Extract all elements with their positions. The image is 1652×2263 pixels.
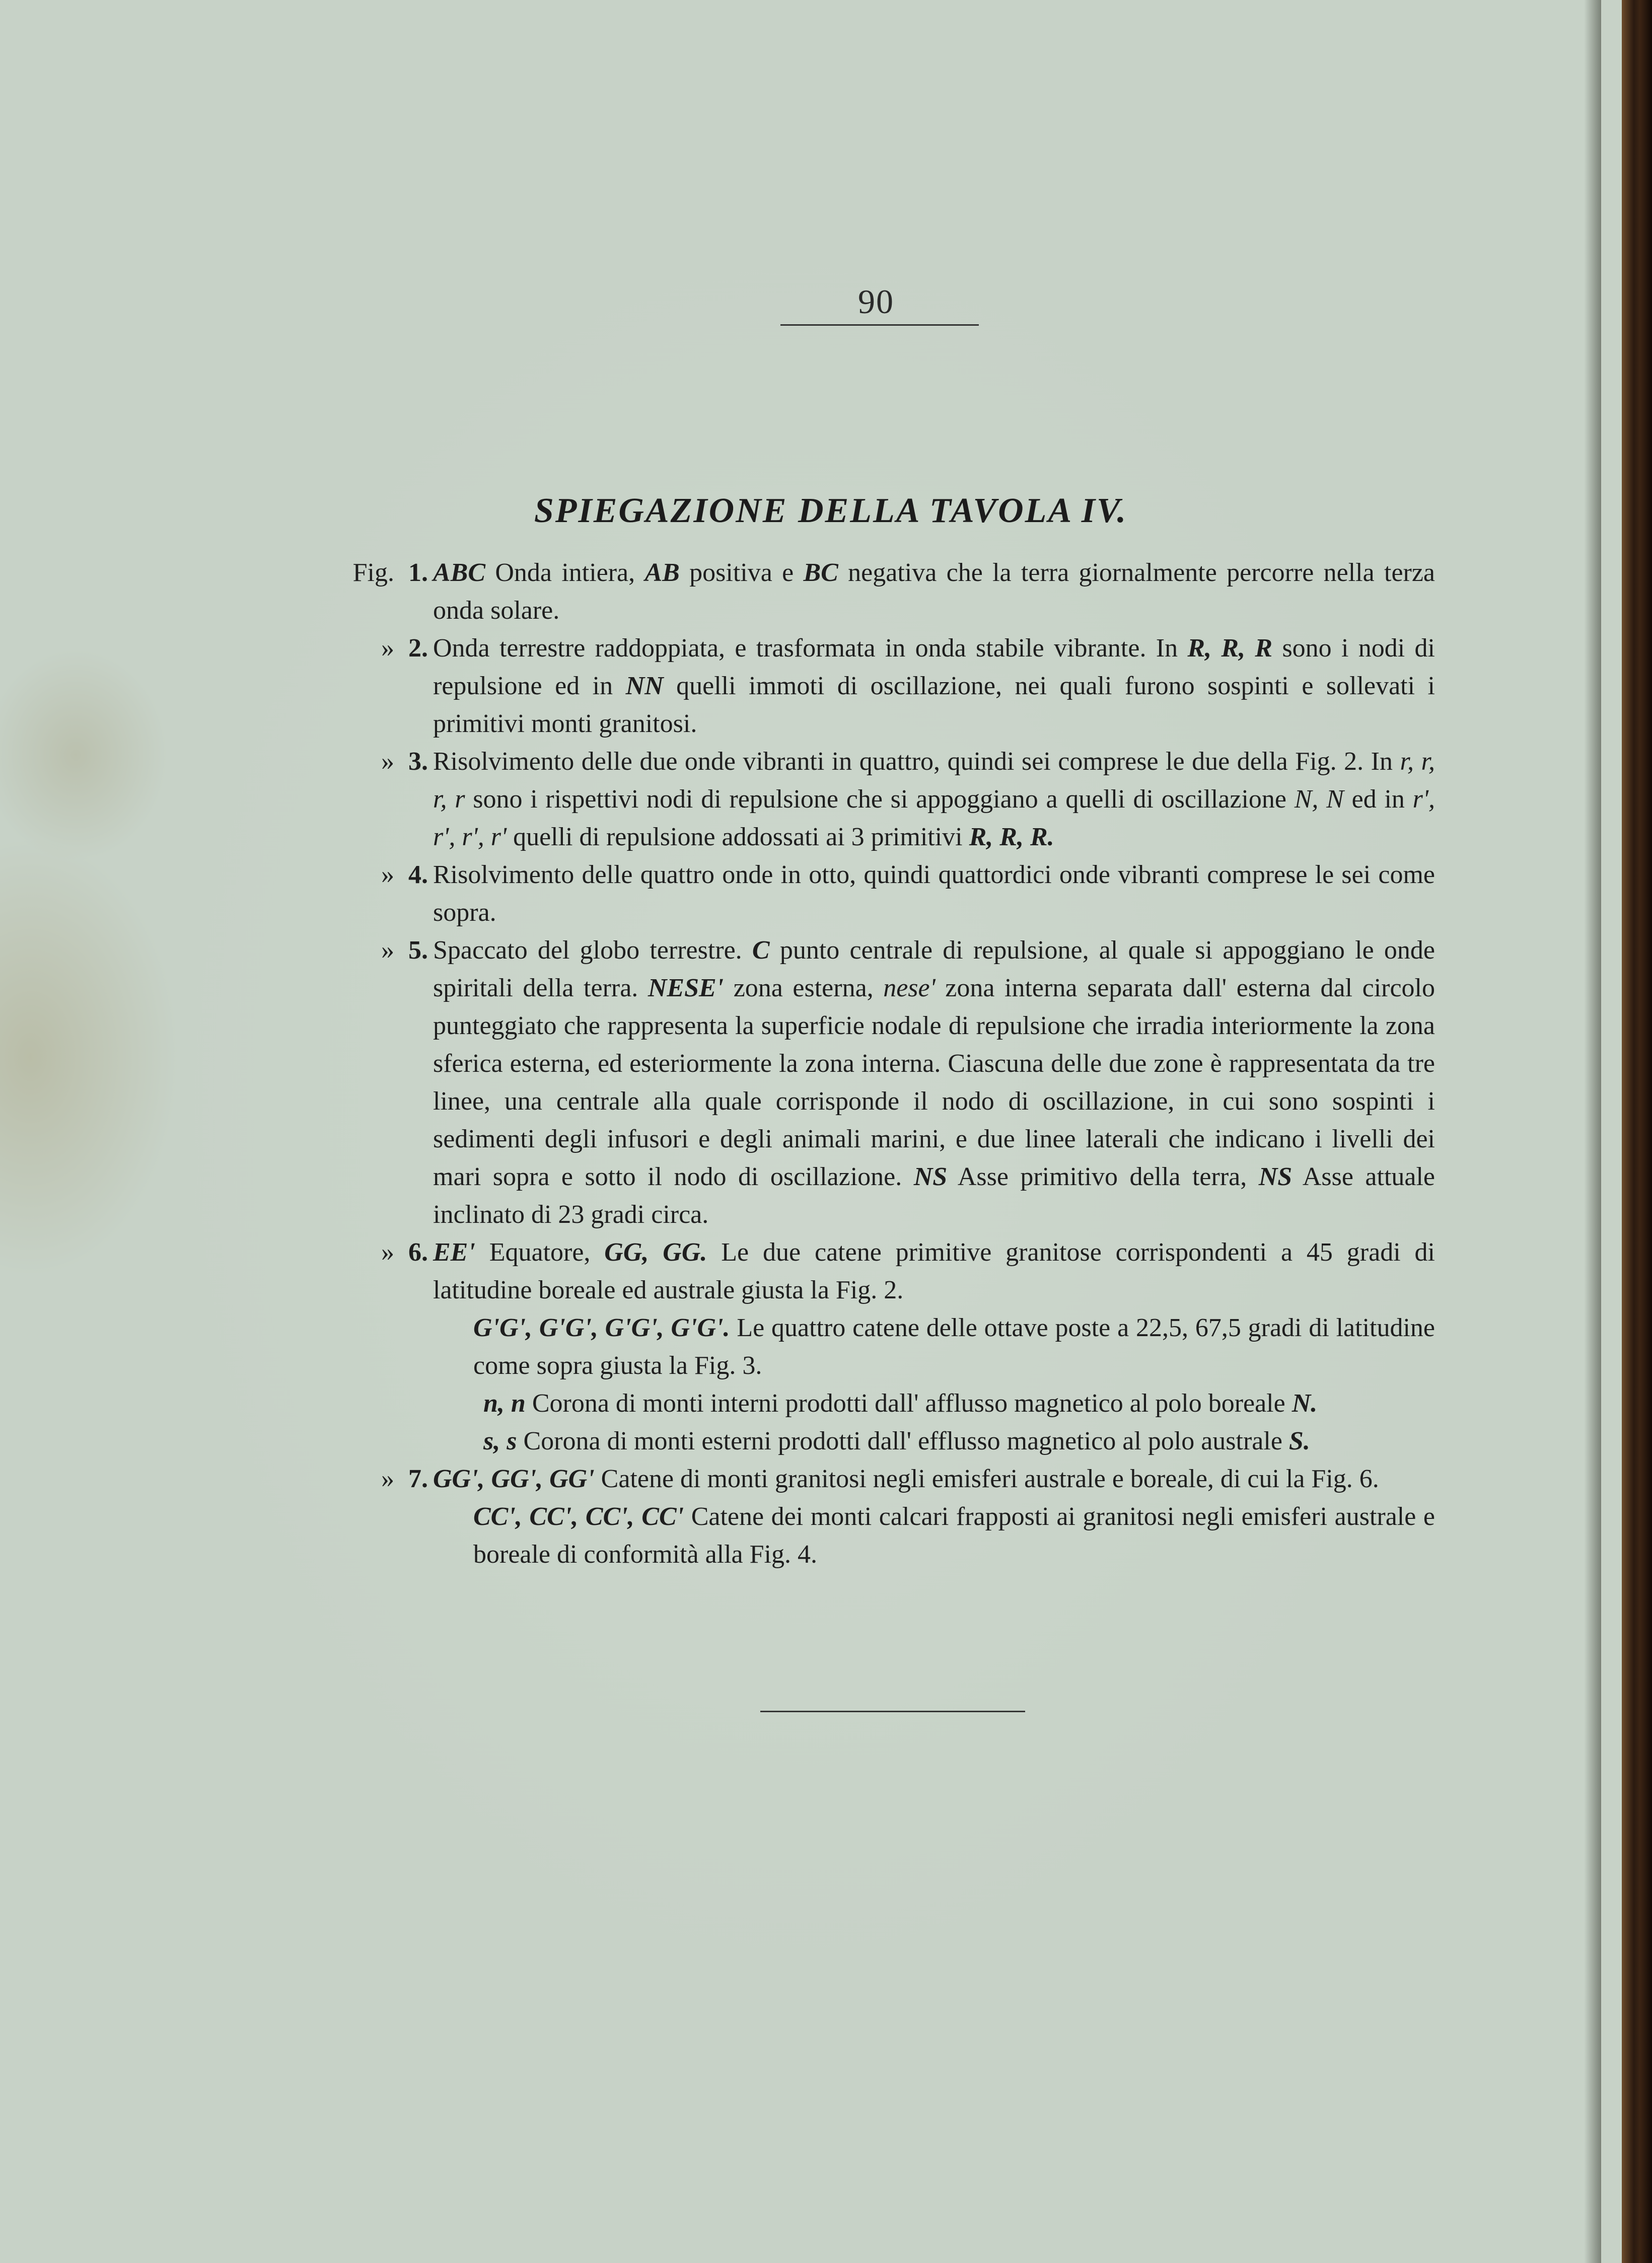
- entry-text: [433, 931, 1435, 1233]
- text-run: r', r', r', r': [433, 785, 1435, 851]
- text-run: NESE': [648, 974, 724, 1002]
- entry-text: [433, 1233, 1435, 1309]
- entry-text: [433, 554, 1435, 629]
- text-run: NN: [625, 672, 664, 700]
- text-run: negativa che la terra giornalmente percorre nella terza onda solare.: [433, 558, 1435, 625]
- text-run: quelli di repulsione addossati ai 3 primitivi: [507, 823, 969, 851]
- text-run: ed in: [1343, 785, 1413, 814]
- text-run: s, s: [483, 1427, 517, 1455]
- text-run: CC', CC', CC', CC': [473, 1502, 684, 1531]
- figure-number: 1.: [408, 558, 428, 587]
- text-run: AB: [644, 558, 680, 587]
- text-run: S.: [1288, 1427, 1310, 1455]
- text-run: ABC: [433, 558, 486, 587]
- text-run: Corona di monti interni prodotti dall' afflusso magnetico al polo boreale: [525, 1389, 1292, 1418]
- figure-entry: [332, 554, 1435, 629]
- entry-subparagraph: [332, 1384, 1435, 1422]
- text-run: N.: [1291, 1389, 1318, 1418]
- ditto-mark: »: [381, 860, 394, 889]
- text-run: r, r, r, r: [433, 747, 1435, 814]
- text-run: GG', GG', GG': [433, 1465, 595, 1493]
- text-run: Asse primitivo della terra,: [947, 1162, 1259, 1191]
- text-run: Asse attuale inclinato di 23 gradi circa.: [433, 1162, 1435, 1229]
- text-run: R, R, R.: [969, 823, 1054, 851]
- text-run: Le quattro catene delle ottave poste a 22,5, 67,5 gradi di latitudine come sopra giusta la Fig. 3.: [473, 1313, 1435, 1380]
- figure-number: 7.: [408, 1465, 428, 1493]
- text-run: n, n: [483, 1389, 526, 1418]
- text-run: C: [752, 936, 770, 965]
- figure-entry: [332, 856, 1435, 931]
- text-run: Risolvimento delle due onde vibranti in quattro, quindi sei comprese le due della Fig. 2. In: [433, 747, 1400, 776]
- text-run: nese': [883, 974, 936, 1002]
- entry-marker: [332, 931, 428, 969]
- entry-text: [433, 629, 1435, 743]
- header-rule: [780, 324, 979, 326]
- entry-marker: [332, 856, 428, 894]
- text-run: NS: [1258, 1162, 1292, 1191]
- figure-number: 4.: [408, 860, 428, 889]
- entry-marker: [332, 629, 428, 667]
- ditto-mark: »: [381, 936, 394, 965]
- page-title: SPIEGAZIONE DELLA TAVOLA IV.: [534, 491, 1128, 530]
- fig-label: Fig.: [352, 558, 394, 587]
- entry-marker: [332, 554, 428, 592]
- figure-entry: [332, 1460, 1435, 1498]
- text-run: NS: [913, 1162, 948, 1191]
- entry-text: [433, 856, 1435, 931]
- figure-entry: [332, 1233, 1435, 1309]
- figure-number: 3.: [408, 747, 428, 776]
- text-run: zona interna separata dall' esterna dal circolo punteggiato che rappresenta la superficie nodale di repulsione che irradia interiormente la zona sferica esterna, ed esteriormente la zona interna. Ciascuna delle due zone è rappresentata da tre linee, una centrale alla quale corrisponde il nodo di oscillazione, in cui sono sospinti i sedimenti degli infusori e degli animali marini, e due linee laterali che indicano i livelli dei mari sopra e sotto il nodo di oscillazione.: [433, 974, 1435, 1191]
- figure-number: 2.: [408, 634, 428, 663]
- text-run: GG, GG.: [604, 1238, 707, 1267]
- text-run: Corona di monti esterni prodotti dall' efflusso magnetico al polo australe: [517, 1427, 1289, 1455]
- entry-text: [433, 1460, 1435, 1498]
- figure-entry: [332, 629, 1435, 743]
- text-run: Le due catene primitive granitose corrispondenti a 45 gradi di latitudine boreale ed australe giusta la Fig. 2.: [433, 1238, 1435, 1304]
- text-run: G'G', G'G', G'G', G'G'.: [473, 1313, 730, 1342]
- text-run: Onda terrestre raddoppiata, e trasformata in onda stabile vibrante. In: [433, 634, 1188, 663]
- text-run: positiva e: [679, 558, 804, 587]
- book-spine: [1622, 0, 1652, 2263]
- entry-subparagraph: [332, 1422, 1435, 1460]
- text-run: sono i rispettivi nodi di repulsione che si appoggiano a quelli di oscillazione: [465, 785, 1295, 814]
- page-edge-shadow: [1584, 0, 1601, 2263]
- ditto-mark: »: [381, 1465, 394, 1493]
- text-run: EE': [433, 1238, 475, 1267]
- text-run: quelli immoti di oscillazione, nei quali furono sospinti e sollevati i primitivi monti granitosi.: [433, 672, 1435, 738]
- entry-marker: [332, 743, 428, 780]
- text-run: zona esterna,: [724, 974, 884, 1002]
- entry-subparagraph: [332, 1498, 1435, 1573]
- text-run: Catene di monti granitosi negli emisferi australe e boreale, di cui la Fig. 6.: [594, 1465, 1379, 1493]
- figure-number: 5.: [408, 936, 428, 965]
- ditto-mark: »: [381, 1238, 394, 1267]
- entry-text: [433, 743, 1435, 856]
- figure-entry: [332, 931, 1435, 1233]
- text-run: Catene dei monti calcari frapposti ai granitosi negli emisferi australe e boreale di conformità alla Fig. 4.: [473, 1502, 1435, 1569]
- ditto-mark: »: [381, 747, 394, 776]
- figure-explanations: [332, 554, 1435, 1573]
- ditto-mark: »: [381, 634, 394, 663]
- text-run: Risolvimento delle quattro onde in otto, quindi quattordici onde vibranti comprese le sei come sopra.: [433, 860, 1435, 927]
- text-run: sono i nodi di repulsione ed in: [433, 634, 1435, 700]
- text-run: punto centrale di repulsione, al quale si appoggiano le onde spiritali della terra.: [433, 936, 1435, 1002]
- entry-marker: [332, 1233, 428, 1271]
- text-run: BC: [803, 558, 838, 587]
- entry-marker: [332, 1460, 428, 1498]
- entry-subparagraph: [332, 1309, 1435, 1384]
- text-run: N, N: [1294, 785, 1344, 814]
- page-number: 90: [858, 282, 894, 321]
- text-run: R, R, R: [1187, 634, 1273, 663]
- figure-number: 6.: [408, 1238, 428, 1267]
- figure-entry: [332, 743, 1435, 856]
- text-run: Equatore,: [475, 1238, 605, 1267]
- text-run: Onda intiera,: [485, 558, 645, 587]
- closing-rule: [760, 1711, 1025, 1712]
- text-run: Spaccato del globo terrestre.: [433, 936, 752, 965]
